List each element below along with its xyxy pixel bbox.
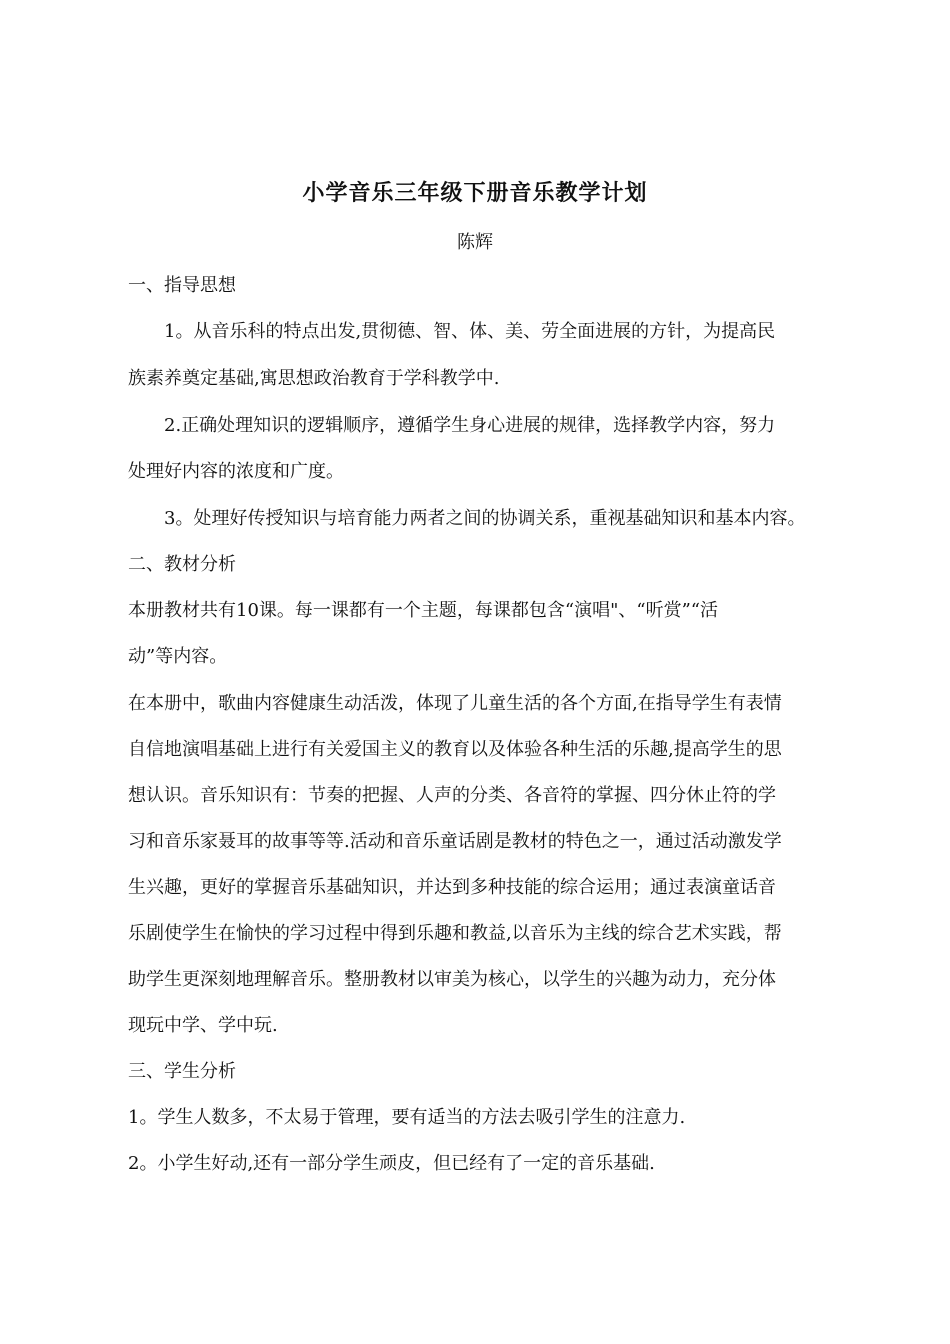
document-title: 小学音乐三年级下册音乐教学计划: [302, 181, 648, 206]
paragraph-line: 自信地演唱基础上进行有关爱国主义的教育以及体验各种生活的乐趣,提高学生的思: [128, 739, 782, 760]
paragraph-line: 现玩中学、学中玩.: [128, 1015, 278, 1036]
paragraph-line: 在本册中，歌曲内容健康生动活泼，体现了儿童生活的各个方面,在指导学生有表情: [128, 693, 782, 714]
paragraph-line: 处理好内容的浓度和广度。: [128, 461, 344, 482]
paragraph-line: 想认识。音乐知识有：节奏的把握、人声的分类、各音符的掌握、四分休止符的学: [128, 785, 776, 806]
paragraph-line: 2.正确处理知识的逻辑顺序，遵循学生身心进展的规律，选择教学内容，努力: [164, 415, 776, 436]
document-author: 陈辉: [457, 232, 493, 253]
paragraph-line: 族素养奠定基础,寓思想政治教育于学科教学中.: [128, 368, 500, 389]
paragraph-line: 1。学生人数多，不太易于管理，要有适当的方法去吸引学生的注意力.: [128, 1107, 686, 1128]
section-heading-student-analysis: 三、学生分析: [128, 1061, 236, 1082]
paragraph-line: 助学生更深刻地理解音乐。整册教材以审美为核心，以学生的兴趣为动力，充分体: [128, 969, 776, 990]
paragraph-line: 3。处理好传授知识与培育能力两者之间的协调关系，重视基础知识和基本内容。: [164, 508, 806, 529]
paragraph-line: 动”等内容。: [128, 646, 228, 667]
paragraph-line: 习和音乐家聂耳的故事等等.活动和音乐童话剧是教材的特色之一，通过活动激发学: [128, 831, 782, 852]
paragraph-line: 乐剧使学生在愉快的学习过程中得到乐趣和教益,以音乐为主线的综合艺术实践，帮: [128, 923, 782, 944]
paragraph-line: 2。小学生好动,还有一部分学生顽皮，但已经有了一定的音乐基础.: [128, 1153, 655, 1174]
section-heading-guiding-ideology: 一、指导思想: [128, 275, 236, 296]
paragraph-line: 生兴趣，更好的掌握音乐基础知识，并达到多种技能的综合运用；通过表演童话音: [128, 877, 776, 898]
paragraph-line: 1。从音乐科的特点出发,贯彻德、智、体、美、劳全面进展的方针，为提高民: [164, 321, 776, 342]
paragraph-line: 本册教材共有10课。每一课都有一个主题，每课都包含“演唱"、“听赏”“活: [128, 600, 718, 621]
section-heading-textbook-analysis: 二、教材分析: [128, 554, 236, 575]
